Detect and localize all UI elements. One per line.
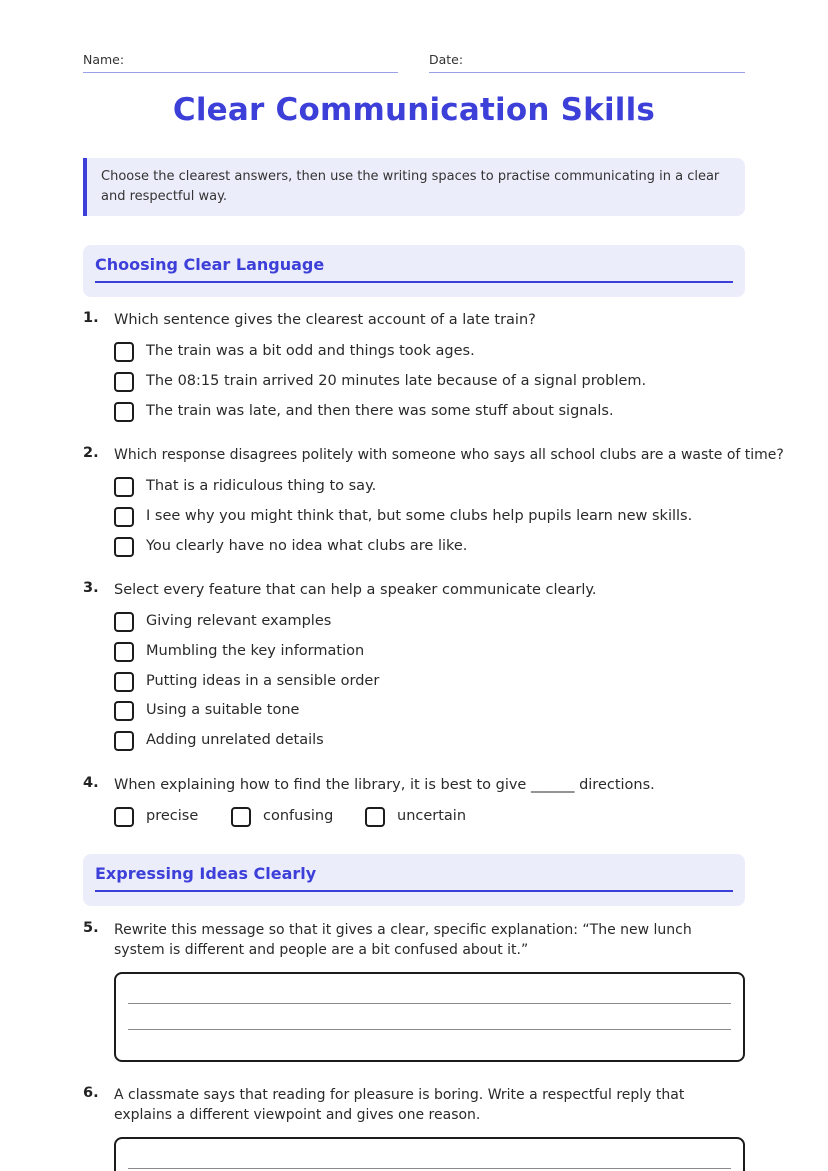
section-rule	[95, 890, 733, 892]
option-label: You clearly have no idea what clubs are like.	[146, 538, 468, 554]
question-text: When explaining how to find the library, it is best to give ______ directions.	[114, 777, 655, 793]
question-number: 3.	[83, 580, 99, 596]
writing-line	[128, 1168, 731, 1169]
question-text: Select every feature that can help a speaker communicate clearly.	[114, 582, 597, 598]
writing-line	[128, 1003, 731, 1004]
question-text: Which sentence gives the clearest account of a late train?	[114, 312, 536, 328]
name-label: Name:	[83, 52, 125, 67]
checkbox[interactable]	[114, 402, 134, 422]
section-header-expressing-ideas-clearly	[83, 854, 745, 906]
question-number: 6.	[83, 1085, 99, 1101]
date-field[interactable]	[429, 52, 745, 73]
checkbox[interactable]	[114, 342, 134, 362]
option-label: uncertain	[397, 808, 467, 824]
option-label: Putting ideas in a sensible order	[146, 673, 380, 689]
instructions-panel	[83, 158, 745, 216]
date-label: Date:	[429, 52, 464, 67]
question-text: A classmate says that reading for pleasure is boring. Write a respectful reply that explains a different viewpoint and gives one reason.	[114, 1087, 685, 1123]
option-label: Giving relevant examples	[146, 613, 332, 629]
question-text: Rewrite this message so that it gives a clear, specific explanation: “The new lunch system is different and people are a bit confused about it.”	[114, 922, 692, 958]
writing-line	[128, 1029, 731, 1030]
option-label: confusing	[263, 808, 334, 824]
option-label: The train was a bit odd and things took ages.	[146, 343, 475, 359]
answer-box-6[interactable]	[114, 1137, 745, 1171]
checkbox[interactable]	[114, 612, 134, 632]
option-label: precise	[146, 808, 199, 824]
option-label: That is a ridiculous thing to say.	[146, 478, 377, 494]
option-label: Adding unrelated details	[146, 732, 324, 748]
question-number: 4.	[83, 775, 99, 791]
checkbox[interactable]	[114, 642, 134, 662]
question-number: 2.	[83, 445, 99, 461]
checkbox[interactable]	[114, 537, 134, 557]
option-label: Using a suitable tone	[146, 702, 300, 718]
checkbox[interactable]	[114, 372, 134, 392]
checkbox[interactable]	[114, 672, 134, 692]
section-rule	[95, 281, 733, 283]
section-title: Expressing Ideas Clearly	[95, 864, 317, 883]
checkbox[interactable]	[365, 807, 385, 827]
option-label: The 08:15 train arrived 20 minutes late because of a signal problem.	[146, 373, 647, 389]
section-header-choosing-clear-language	[83, 245, 745, 297]
section-title: Choosing Clear Language	[95, 255, 325, 274]
instructions-text: Choose the clearest answers, then use the writing spaces to practise communicating in a clear and respectful way.	[101, 169, 720, 204]
answer-box-5[interactable]	[114, 972, 745, 1062]
option-label: The train was late, and then there was some stuff about signals.	[146, 403, 614, 419]
checkbox[interactable]	[114, 731, 134, 751]
checkbox[interactable]	[114, 507, 134, 527]
name-field[interactable]	[83, 52, 398, 73]
checkbox[interactable]	[114, 701, 134, 721]
header-fields	[83, 52, 745, 74]
question-number: 1.	[83, 310, 99, 326]
page-title: Clear Communication Skills	[172, 92, 656, 128]
checkbox[interactable]	[114, 477, 134, 497]
question-number: 5.	[83, 920, 99, 936]
option-label: Mumbling the key information	[146, 643, 365, 659]
question-text: Which response disagrees politely with someone who says all school clubs are a waste of time?	[114, 447, 784, 463]
checkbox[interactable]	[114, 807, 134, 827]
checkbox[interactable]	[231, 807, 251, 827]
option-label: I see why you might think that, but some clubs help pupils learn new skills.	[146, 508, 693, 524]
